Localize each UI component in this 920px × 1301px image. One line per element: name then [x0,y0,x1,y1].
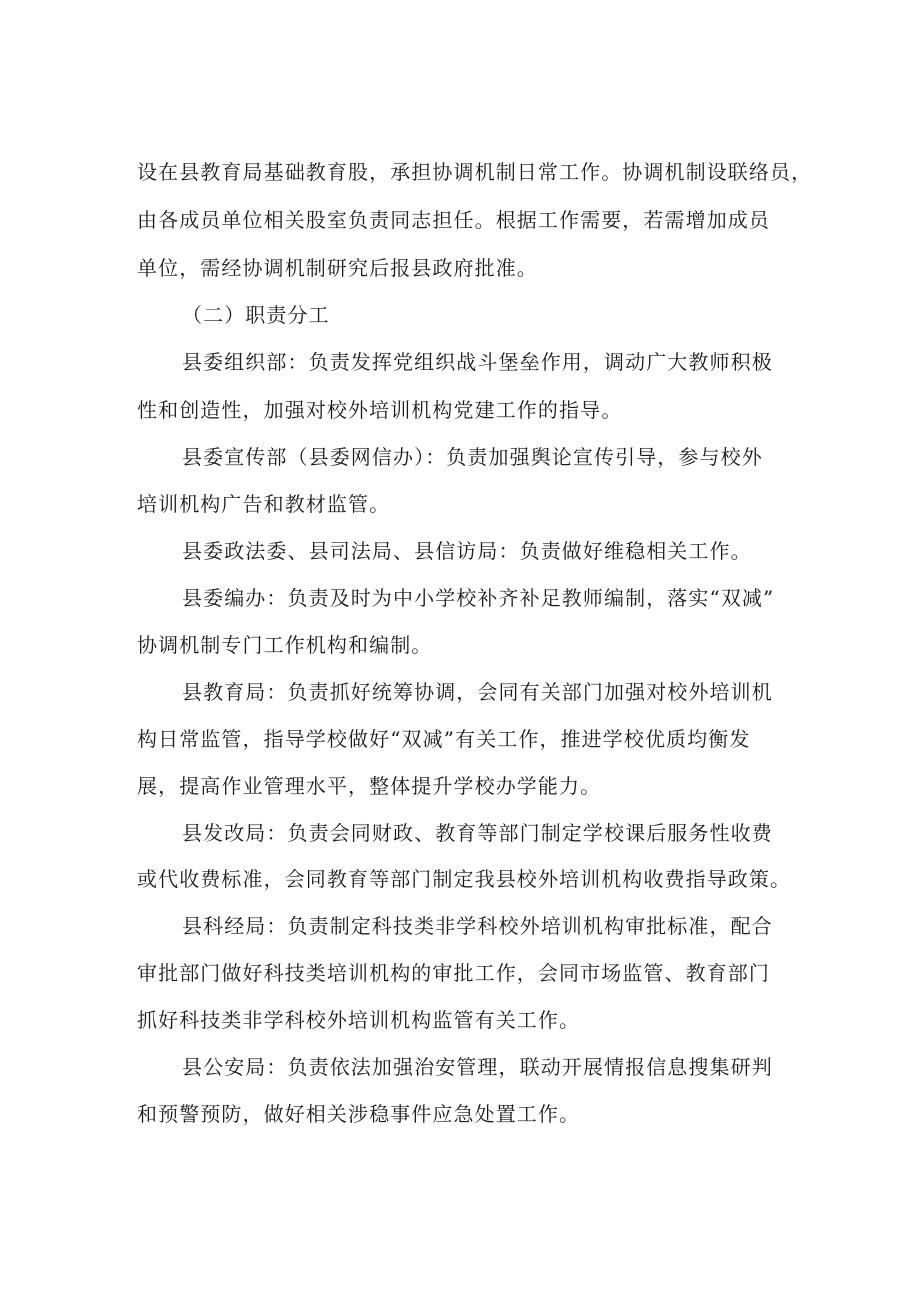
body-text-line: 由各成员单位相关股室负责同志担任。根据工作需要，若需增加成员 [137,208,770,232]
section-heading: （二）职责分工 [182,303,330,327]
body-text-line: 县委政法委、县司法局、县信访局：负责做好维稳相关工作。 [182,539,752,563]
body-text-line: 构日常监管，指导学校做好“双减”有关工作，推进学校优质均衡发 [137,727,751,751]
body-text-line: 县教育局：负责抓好统筹协调，会同有关部门加强对校外培训机 [182,680,773,704]
body-text-line: 县发改局：负责会同财政、教育等部门制定学校课后服务性收费 [182,821,773,845]
body-text-line: 性和创造性，加强对校外培训机构党建工作的指导。 [137,398,623,422]
body-text-line: 县公安局：负责依法加强治安管理，联动开展情报信息搜集研判 [182,1055,773,1079]
body-text-line: 审批部门做好科技类培训机构的审批工作，会同市场监管、教育部门 [137,961,770,985]
body-text-line: 单位，需经协调机制研究后报县政府批准。 [137,256,538,280]
body-text-line: 协调机制专门工作机构和编制。 [137,633,433,657]
body-text-line: 县科经局：负责制定科技类非学科校外培训机构审批标准，配合 [182,914,773,938]
body-text-line: 培训机构广告和教材监管。 [137,492,391,516]
body-text-line: 县委宣传部（县委网信办）：负责加强舆论宣传引导，参与校外 [182,445,763,469]
body-text-line: 设在县教育局基础教育股，承担协调机制日常工作。协调机制设联络员， [137,160,813,184]
body-text-line: 和预警预防，做好相关涉稳事件应急处置工作。 [137,1102,581,1126]
body-text-line: 县委编办：负责及时为中小学校补齐补足教师编制，落实“双减” [182,586,775,610]
body-text-line: 抓好科技类非学科校外培训机构监管有关工作。 [137,1008,581,1032]
body-text-line: 县委组织部：负责发挥党组织战斗堡垒作用，调动广大教师积极 [182,350,773,374]
body-text-line: 或代收费标准，会同教育等部门制定我县校外培训机构收费指导政策。 [137,867,792,891]
body-text-line: 展，提高作业管理水平，整体提升学校办学能力。 [137,774,602,798]
